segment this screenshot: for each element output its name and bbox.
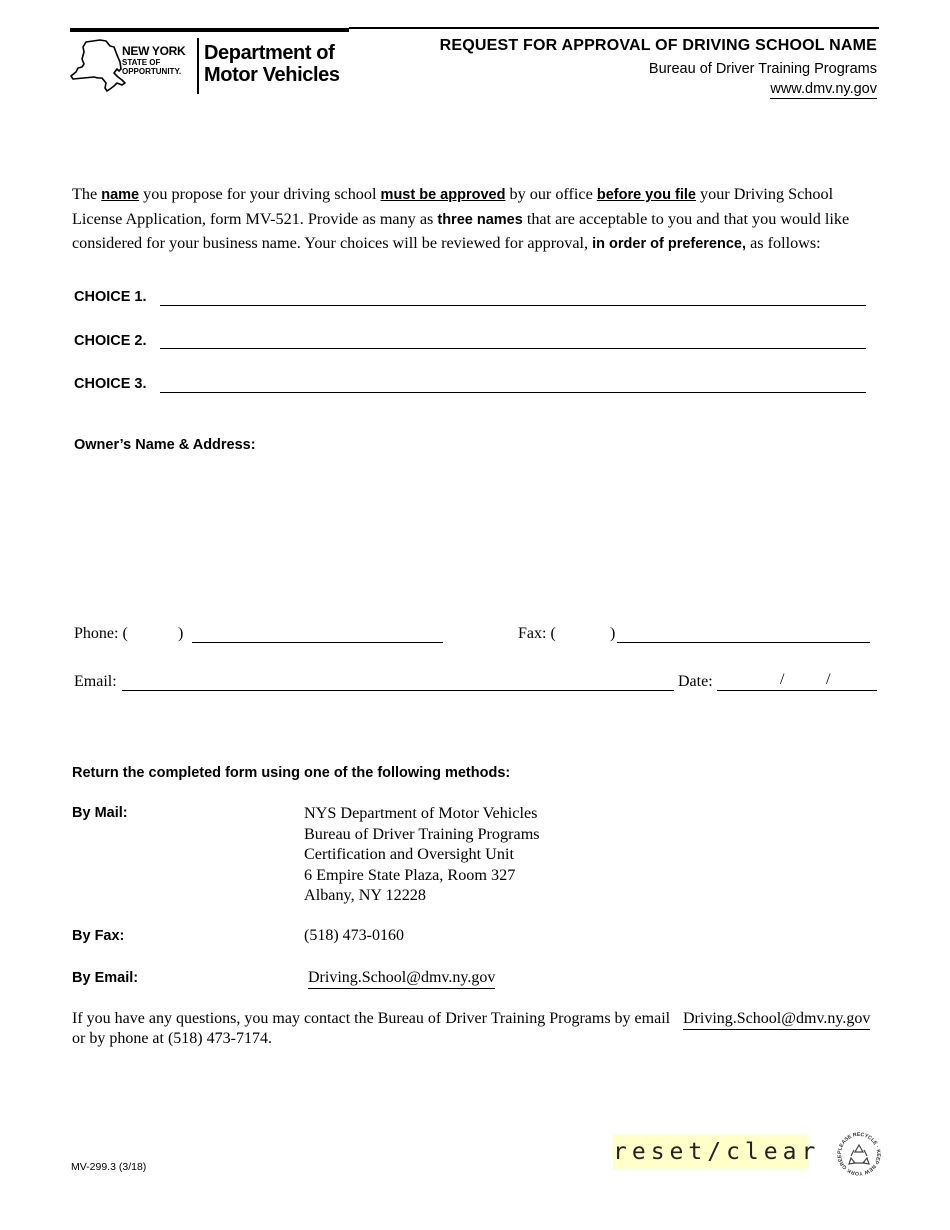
- phone-paren: ): [178, 625, 184, 642]
- questions-text: If you have any questions, you may contact the Bureau of Driver Training Programs by email: [72, 1010, 671, 1027]
- logo-dept-line2: Motor Vehicles: [204, 64, 340, 86]
- logo-tagline-line1: STATE OF: [122, 58, 161, 67]
- by-email-label: By Email:: [72, 970, 139, 986]
- email-label: Email:: [74, 673, 117, 690]
- intro-text: your Driving School License Application, form MV-521. Provide as many as: [72, 185, 834, 228]
- logo-tagline: [122, 58, 181, 76]
- intro-emphasis: before you file: [596, 187, 696, 203]
- fax-paren: ): [610, 625, 616, 642]
- new-york-state-map-icon: [70, 38, 126, 94]
- choice-3-label: CHOICE 3.: [74, 376, 147, 392]
- intro-emphasis: name: [101, 187, 140, 203]
- address-line: NYS Department of Motor Vehicles: [304, 804, 538, 822]
- return-email-link[interactable]: Driving.School@dmv.ny.gov: [308, 969, 495, 989]
- date-separator: /: [826, 671, 831, 688]
- choice-2-label: CHOICE 2.: [74, 333, 147, 349]
- owner-name-address-field[interactable]: [74, 460, 879, 600]
- intro-text: you propose for your driving school: [139, 185, 381, 203]
- phone-label: Phone: (: [74, 625, 128, 642]
- intro-emphasis: in order of preference,: [592, 236, 747, 252]
- intro-text: The: [72, 185, 102, 203]
- owner-name-address-label: Owner’s Name & Address:: [74, 437, 256, 453]
- address-line: Albany, NY 12228: [304, 886, 426, 904]
- intro-emphasis: three names: [437, 211, 523, 228]
- fax-area-code-field[interactable]: [566, 626, 608, 644]
- address-line: Bureau of Driver Training Programs: [304, 824, 540, 843]
- svg-text:PLEASE RECYCLE · KEEP NEW YORK: [836, 1132, 881, 1176]
- header-rule-right: [349, 27, 879, 29]
- website-link[interactable]: www.dmv.ny.gov: [770, 81, 877, 97]
- choice-1-label: CHOICE 1.: [74, 289, 147, 305]
- logo-department: [204, 42, 340, 86]
- mailing-address: [304, 803, 540, 906]
- questions-email-link[interactable]: Driving.School@dmv.ny.gov: [683, 1010, 870, 1030]
- form-number: MV-299.3 (3/18): [71, 1161, 147, 1173]
- return-heading: Return the completed form using one of the following methods:: [72, 765, 511, 781]
- form-title: REQUEST FOR APPROVAL OF DRIVING SCHOOL NAME: [439, 37, 877, 54]
- date-field[interactable]: [717, 690, 877, 691]
- logo-state-name: NEW YORK: [122, 44, 186, 58]
- fax-label: Fax: (: [518, 625, 556, 642]
- date-label: Date:: [678, 673, 713, 690]
- email-field[interactable]: [122, 690, 674, 691]
- reset-clear-button[interactable]: reset/clear: [613, 1135, 809, 1169]
- intro-text: as follows:: [746, 234, 821, 252]
- questions-phone-text: or by phone at (518) 473-7174.: [72, 1030, 272, 1047]
- intro-text: by our office: [505, 185, 597, 203]
- phone-area-code-field[interactable]: [133, 626, 177, 644]
- address-line: 6 Empire State Plaza, Room 327: [304, 865, 516, 884]
- recycle-icon: [836, 1132, 882, 1176]
- intro-text: that are acceptable to you and that you would like considered for your business name. Your choices will be reviewed for approval,: [72, 209, 850, 252]
- fax-number: (518) 473-0160: [304, 927, 404, 944]
- intro-paragraph: [72, 183, 882, 257]
- choice-2-field[interactable]: [160, 348, 866, 349]
- bureau-name: Bureau of Driver Training Programs: [648, 61, 877, 77]
- logo-tagline-line2: OPPORTUNITY.: [122, 67, 182, 76]
- intro-emphasis: must be approved: [380, 187, 506, 203]
- date-separator: /: [780, 671, 785, 688]
- phone-number-field[interactable]: [192, 642, 443, 643]
- logo-divider: [197, 38, 199, 94]
- choice-1-field[interactable]: [160, 305, 866, 306]
- fax-number-field[interactable]: [617, 642, 870, 643]
- recycle-text: PLEASE RECYCLE · KEEP NEW YORK GREE: [836, 1132, 882, 1176]
- by-fax-label: By Fax:: [72, 928, 125, 944]
- address-line: Certification and Oversight Unit: [304, 845, 514, 863]
- logo-dept-line1: Department of: [204, 42, 335, 64]
- header-rule-left: [70, 28, 349, 32]
- choice-3-field[interactable]: [160, 392, 866, 393]
- by-mail-label: By Mail:: [72, 805, 128, 821]
